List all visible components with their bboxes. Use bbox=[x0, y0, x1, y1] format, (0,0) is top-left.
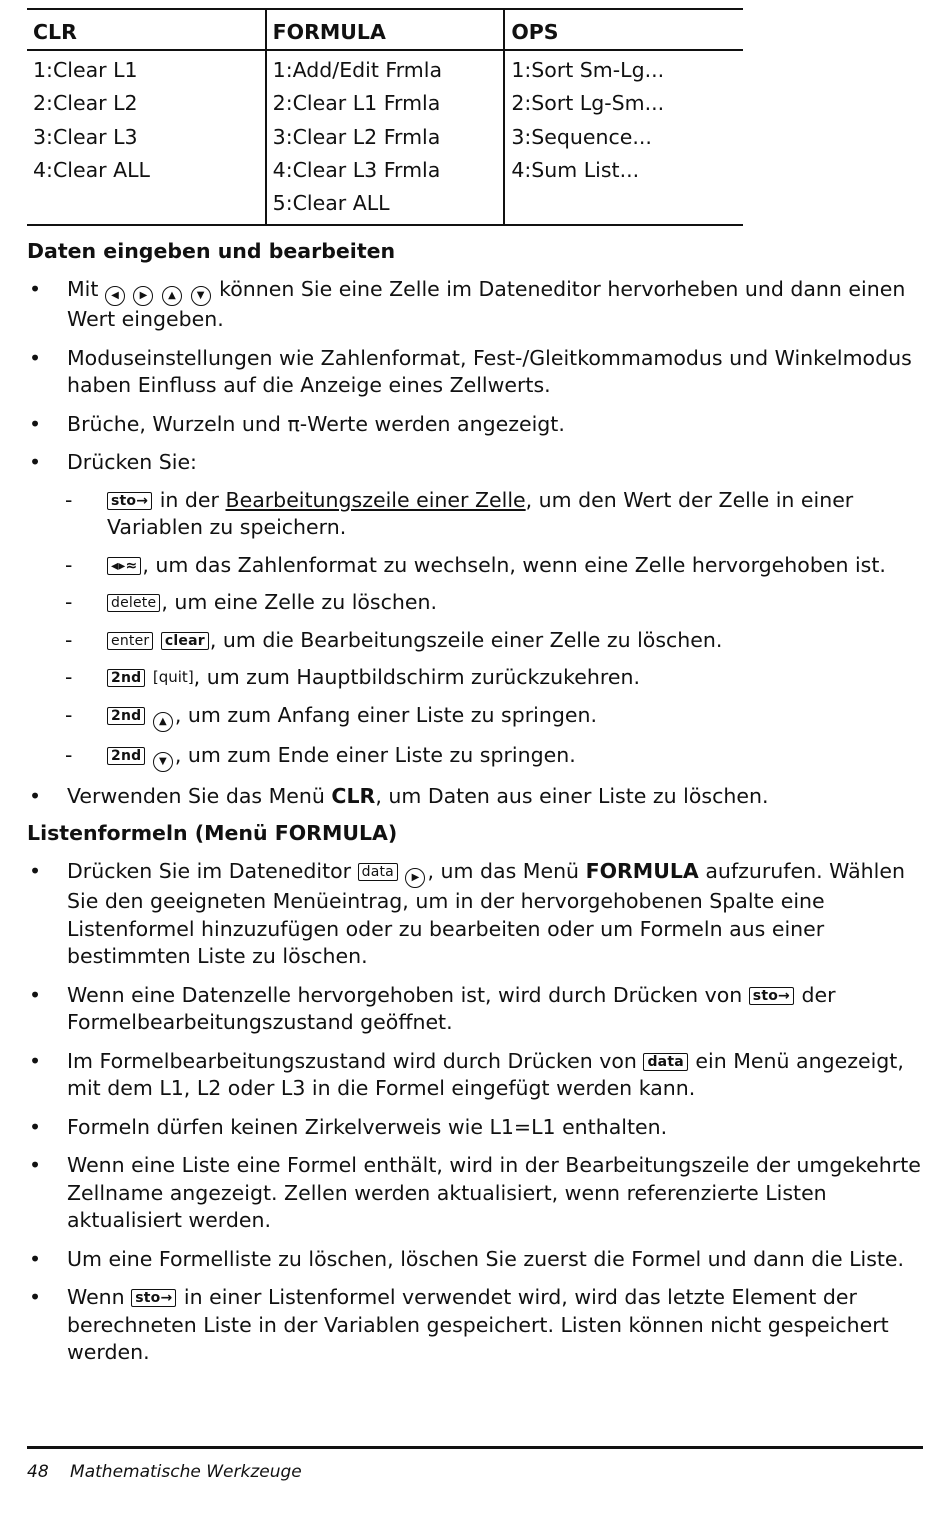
formula-item: 1:Add/Edit Frmla bbox=[272, 58, 443, 82]
bullet-text: , um Daten aus einer Liste zu löschen. bbox=[375, 783, 769, 808]
list-item bbox=[27, 783, 923, 811]
dash-text: , um den Wert der Zelle in einer Variablen zu speichern. bbox=[107, 487, 854, 540]
ops-item: 2:Sort Lg-Sm... bbox=[511, 91, 665, 116]
bullet-text: in einer Listenformel verwendet wird, wird das letzte Element der berechneten Liste in der Variablen gespeichert. Listen können nicht gespeichert werden. bbox=[67, 1285, 889, 1365]
clr-item: 2:Clear L2 bbox=[33, 91, 138, 116]
clr-item: 3:Clear L3 bbox=[33, 124, 138, 149]
clr-item: 1:Clear L1 bbox=[33, 58, 138, 82]
list-item: • Formeln dürfen keinen Zirkelverweis wie L1=L1 enthalten. bbox=[27, 1114, 923, 1142]
delete-key-icon: delete bbox=[107, 594, 160, 612]
dash-text: , um die Bearbeitungszeile einer Zelle zu löschen. bbox=[209, 627, 723, 652]
formula-item: 4:Clear L3 Frmla bbox=[272, 157, 441, 182]
formula-item: 5:Clear ALL bbox=[272, 191, 390, 216]
footer-divider bbox=[27, 1446, 923, 1449]
list-item bbox=[27, 858, 923, 971]
list-item bbox=[27, 449, 923, 772]
list-item bbox=[27, 552, 923, 580]
clr-menu-name: CLR bbox=[331, 783, 376, 808]
second-key-icon: 2nd bbox=[107, 707, 145, 725]
list-item bbox=[27, 589, 923, 617]
list-formulas-list bbox=[27, 858, 923, 1367]
edit-line-link[interactable]: Bearbeitungszeile einer Zelle bbox=[225, 487, 526, 512]
list-item bbox=[27, 487, 923, 542]
left-arrow-key-icon: ◀ bbox=[105, 286, 125, 306]
list-item: • Um eine Formelliste zu löschen, löschen Sie zuerst die Formel und dann die Liste. bbox=[27, 1246, 923, 1274]
sto-key-icon: sto→ bbox=[107, 492, 152, 510]
list-item bbox=[27, 627, 923, 655]
dash-text: , um zum Anfang einer Liste zu springen. bbox=[174, 702, 597, 727]
dash-text: , um das Zahlenformat zu wechseln, wenn eine Zelle hervorgehoben ist. bbox=[142, 552, 886, 577]
formula-item: 2:Clear L1 Frmla bbox=[272, 91, 441, 116]
clr-item: 4:Clear ALL bbox=[33, 157, 150, 182]
bullet-text: Wenn eine Datenzelle hervorgehoben ist, wird durch Drücken von bbox=[67, 982, 743, 1007]
clear-key-icon: clear bbox=[161, 632, 209, 650]
up-arrow-key-icon: ▲ bbox=[162, 286, 182, 306]
data-entry-list bbox=[27, 276, 923, 810]
ops-item: 4:Sum List... bbox=[511, 157, 640, 182]
header-formula: FORMULA bbox=[266, 9, 505, 50]
bullet-text: Wenn bbox=[67, 1285, 125, 1310]
data-key-icon: data bbox=[358, 863, 398, 881]
list-item bbox=[27, 1048, 923, 1103]
clr-column bbox=[27, 50, 266, 225]
formula-menu-name: FORMULA bbox=[585, 859, 699, 884]
bullet-text: Drücken Sie: bbox=[67, 450, 197, 475]
dash-text: , um zum Ende einer Liste zu springen. bbox=[174, 742, 576, 767]
dash-text: in der bbox=[159, 487, 219, 512]
right-arrow-key-icon: ▶ bbox=[405, 868, 425, 888]
down-arrow-key-icon: ▼ bbox=[153, 752, 173, 772]
list-item bbox=[27, 276, 923, 334]
down-arrow-key-icon: ▼ bbox=[191, 286, 211, 306]
section-heading-data-entry: Daten eingeben und bearbeiten bbox=[27, 239, 396, 264]
header-ops: OPS bbox=[504, 9, 743, 50]
list-item bbox=[27, 1284, 923, 1367]
ops-item: 1:Sort Sm-Lg... bbox=[511, 58, 665, 82]
section-heading-list-formulas: Listenformeln (Menü FORMULA) bbox=[27, 821, 398, 846]
up-arrow-key-icon: ▲ bbox=[153, 712, 173, 732]
dash-text: , um eine Zelle zu löschen. bbox=[161, 590, 438, 615]
menu-table bbox=[27, 8, 743, 226]
key-press-list bbox=[67, 487, 923, 772]
bullet-text: können Sie eine Zelle im Dateneditor hervorheben und dann einen Wert eingeben. bbox=[67, 277, 906, 332]
bullet-text: Mit bbox=[67, 277, 99, 302]
right-arrow-key-icon: ▶ bbox=[133, 286, 153, 306]
list-item: • Wenn eine Liste eine Formel enthält, wird in der Bearbeitungszeile der umgekehrte Zellname angezeigt. Zellen werden aktualisiert, wenn referenzierte Listen aktualisiert werden. bbox=[27, 1152, 923, 1235]
list-item bbox=[27, 982, 923, 1037]
dash-text: , um zum Hauptbildschirm zurückzukehren. bbox=[193, 665, 640, 690]
second-key-icon: 2nd bbox=[107, 747, 145, 765]
page-content bbox=[27, 8, 923, 1367]
quit-key-icon: [quit] bbox=[152, 668, 194, 687]
quit-key-label: quit bbox=[158, 668, 188, 687]
second-key-icon: 2nd bbox=[107, 669, 145, 687]
menu-table-body-row bbox=[27, 50, 743, 225]
bullet-text: , um das Menü bbox=[427, 859, 580, 884]
sto-key-icon: sto→ bbox=[749, 987, 794, 1005]
data-key-icon: data bbox=[643, 1053, 687, 1071]
list-item bbox=[27, 742, 923, 772]
header-clr: CLR bbox=[27, 9, 266, 50]
bullet-text: Drücken Sie im Dateneditor bbox=[67, 859, 352, 884]
bullet-text: ein Menü angezeigt, mit dem L1, L2 oder L3 in die Formel eingefügt werden kann. bbox=[67, 1048, 904, 1101]
bullet-text: Verwenden Sie das Menü bbox=[67, 783, 325, 808]
ops-item: 3:Sequence... bbox=[511, 124, 652, 149]
list-item bbox=[27, 702, 923, 732]
sto-key-icon: sto→ bbox=[131, 1289, 176, 1307]
list-item: • Moduseinstellungen wie Zahlenformat, Fest-/Gleitkommamodus und Winkelmodus haben Einfluss auf die Anzeige eines Zellwerts. bbox=[27, 345, 923, 400]
ops-column bbox=[504, 50, 743, 225]
menu-table-header-row bbox=[27, 9, 743, 50]
page-number: 48 bbox=[27, 1462, 49, 1482]
page-footer bbox=[27, 1462, 302, 1482]
formula-item: 3:Clear L2 Frmla bbox=[272, 124, 441, 149]
list-item: • Brüche, Wurzeln und π-Werte werden angezeigt. bbox=[27, 411, 923, 439]
enter-key-icon: enter bbox=[107, 632, 153, 650]
bullet-text: der Formelbearbeitungszustand geöffnet. bbox=[67, 982, 836, 1035]
bullet-text: aufzurufen. Wählen Sie den geeigneten Menüeintrag, um in der hervorgehobenen Spalte eine Listenformel hinzuzufügen oder zu bearbeiten oder um Formeln aus einer bestimmten Liste zu löschen. bbox=[67, 859, 905, 969]
formula-column bbox=[266, 50, 505, 225]
chapter-title: Mathematische Werkzeuge bbox=[70, 1462, 302, 1482]
list-item bbox=[27, 664, 923, 692]
fraction-toggle-key-icon: ◂▸≈ bbox=[107, 557, 141, 575]
bullet-text: Im Formelbearbeitungszustand wird durch Drücken von bbox=[67, 1048, 637, 1073]
